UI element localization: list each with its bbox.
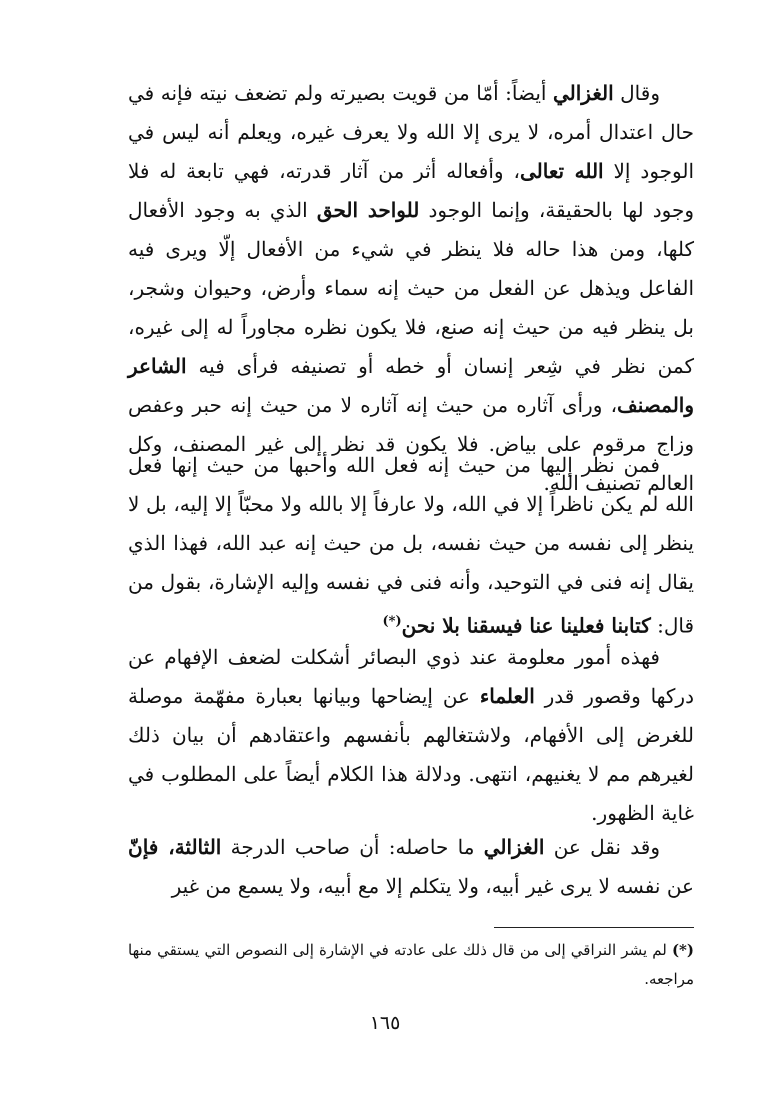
paragraph-3-text-c: عن إيضاحها وبيانها بعبارة مفهّمة موصلة للغرض إلى الأفهام، ولاشتغالهم بأنفسهم واعتقادهم أن بيان ذلك لغيرهم مم لا يغنيهم، انتهى. ودلالة هذا الكلام أيضاً على المطلوب في غاية الظهور. xyxy=(128,684,694,825)
paragraph-1-text-a: وقال xyxy=(613,81,660,105)
paragraph-2-bold-quote: كتابنا فعلينا عنا فيسقنا بلا نحن xyxy=(401,613,651,638)
paragraph-4-bold-third: الثالثة، فإنّ xyxy=(128,835,222,859)
paragraph-1-text-g: الذي به وجود الأفعال كلها، ومن هذا حاله فلا ينظر في شيء من الأفعال إلّا ويرى فيه الفاعل ويذهل عن الفعل من حيث إنه سماء وأرض، وحيوان وشجر، بل ينظر فيه من حيث إنه صنع، فلا يكون نظره مجاوراً له إلى غيره، كمن نظر في شِعر إنسان أو خطه أو تصنيفه فرأى فيه xyxy=(128,198,694,378)
paragraph-1 xyxy=(128,74,694,503)
footnote-marker: (*) xyxy=(671,941,694,959)
paragraph-1-bold-allah: الله تعالى xyxy=(519,159,604,183)
paragraph-2 xyxy=(128,446,694,646)
paragraph-2-text-a: فمن نظر إليها من حيث إنه فعل الله وأحبها من حيث إنها فعل الله لم يكن ناظراً إلا في الله، ولا عارفاً إلا بالله ولا محبّاً إلا إليه، بل لا ينظر إلى نفسه من حيث نفسه، بل من حيث إنه عبد الله، فهذا الذي يقال إنه فنى في التوحيد، وأنه فنى في نفسه وإليه الإشارة، بقول من قال: xyxy=(128,453,694,638)
paragraph-1-bold-wahid: للواحد الحق xyxy=(316,198,420,222)
paragraph-4-text-c: ما حاصله: أن صاحب الدرجة xyxy=(221,835,484,859)
paragraph-3 xyxy=(128,638,694,833)
paragraph-1-bold-shaer: الشاعر والمصنف xyxy=(128,354,694,417)
footnote xyxy=(128,936,694,994)
paragraph-4-text-e: عن نفسه لا يرى غير أبيه، ولا يتكلم إلا مع أبيه، ولا يسمع من غير xyxy=(171,874,694,898)
page-number: ١٦٥ xyxy=(369,1012,401,1034)
paragraph-1-bold-ghazali: الغزالي xyxy=(552,81,614,105)
footnote-text: لم يشر النراقي إلى من قال ذلك على عادته في الإشارة إلى النصوص التي يستقي منها مراجعه. xyxy=(128,941,694,988)
paragraph-1-text-c: أيضاً: أمّا من قويت بصيرته ولم تضعف نيته فإنه في حال اعتدال أمره، لا يرى إلا الله ولا يعرف غيره، ويعلم أنه ليس في الوجود إلا xyxy=(128,81,695,183)
paragraph-4-bold-ghazali: الغزالي xyxy=(483,835,545,859)
paragraph-4 xyxy=(128,828,694,906)
footnote-separator xyxy=(494,927,694,928)
paragraph-3-bold-ulama: العلماء xyxy=(479,684,535,708)
paragraph-1-text-e: ، وأفعاله أثر من آثار قدرته، فهي تابعة له فلا وجود لها بالحقيقة، وإنما الوجود xyxy=(128,159,694,222)
paragraph-4-text-a: وقد نقل عن xyxy=(544,835,661,859)
paragraph-1-text-i: ، ورأى آثاره من حيث إنه آثاره لا من حيث إنه حبر وعفص وزاج مرقوم على بياض. فلا يكون قد نظر إلى غير المصنف، وكل العالم تصنيف الله. xyxy=(128,393,694,495)
paragraph-3-text-a: فهذه أمور معلومة عند ذوي البصائر أشكلت لضعف الإفهام عن دركها وقصور قدر xyxy=(128,645,694,708)
footnote-reference[interactable]: (*) xyxy=(382,614,402,629)
